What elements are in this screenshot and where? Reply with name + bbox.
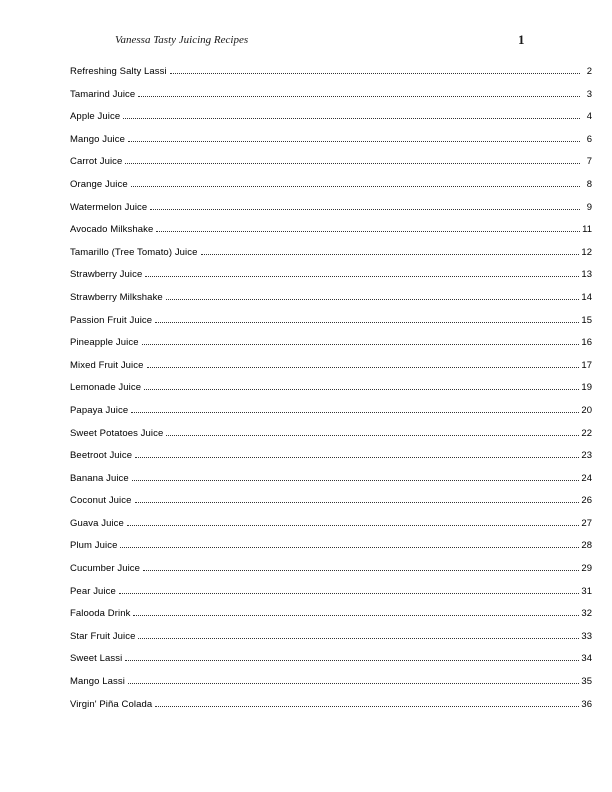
toc-dot-leader xyxy=(155,704,579,707)
toc-dot-leader xyxy=(128,681,579,684)
toc-entry[interactable] xyxy=(70,382,592,405)
toc-entry-title: Star Fruit Juice xyxy=(70,630,136,642)
toc-entry[interactable] xyxy=(70,608,592,631)
toc-entry-page: 33 xyxy=(581,630,592,642)
toc-dot-leader xyxy=(145,274,579,277)
toc-entry-title: Virgin' Piña Colada xyxy=(70,698,153,710)
toc-dot-leader xyxy=(166,297,580,300)
toc-entry[interactable] xyxy=(70,202,592,225)
toc-entry-page: 19 xyxy=(581,382,592,394)
toc-entry-title: Carrot Juice xyxy=(70,156,123,168)
toc-dot-leader xyxy=(143,568,579,571)
toc-dot-leader xyxy=(201,252,580,255)
toc-entry-page: 15 xyxy=(581,314,592,326)
toc-dot-leader xyxy=(120,545,579,548)
toc-entry-page: 2 xyxy=(586,66,592,77)
toc-entry[interactable] xyxy=(70,337,592,360)
toc-dot-leader xyxy=(125,658,579,661)
toc-entry-page: 34 xyxy=(581,653,592,665)
toc-entry-title: Passion Fruit Juice xyxy=(70,314,153,326)
toc-entry-title: Sweet Potatoes Juice xyxy=(70,427,164,439)
toc-entry-page: 17 xyxy=(581,359,592,371)
toc-entry-page: 29 xyxy=(581,563,592,575)
toc-dot-leader xyxy=(156,229,580,232)
toc-entry[interactable] xyxy=(70,156,592,179)
toc-entry[interactable] xyxy=(70,586,592,609)
toc-dot-leader xyxy=(166,433,579,436)
page-number: 1 xyxy=(518,32,525,47)
toc-entry-title: Papaya Juice xyxy=(70,404,129,416)
page-header xyxy=(70,34,592,52)
toc-entry[interactable] xyxy=(70,134,592,157)
toc-entry-title: Apple Juice xyxy=(70,111,121,123)
toc-dot-leader xyxy=(170,71,580,74)
toc-dot-leader xyxy=(144,387,579,390)
toc-entry-page: 13 xyxy=(581,269,592,281)
toc-list xyxy=(70,66,592,721)
toc-dot-leader xyxy=(133,613,579,616)
toc-entry[interactable] xyxy=(70,473,592,496)
toc-entry-page: 31 xyxy=(581,585,592,597)
toc-entry[interactable] xyxy=(70,111,592,134)
toc-dot-leader xyxy=(138,636,579,639)
toc-entry[interactable] xyxy=(70,89,592,112)
toc-entry-page: 28 xyxy=(581,540,592,552)
toc-entry-page: 11 xyxy=(582,224,592,236)
toc-entry[interactable] xyxy=(70,66,592,89)
toc-dot-leader xyxy=(128,139,580,142)
toc-entry-title: Avocado Milkshake xyxy=(70,224,154,236)
toc-entry[interactable] xyxy=(70,360,592,383)
toc-entry[interactable] xyxy=(70,563,592,586)
toc-entry-page: 4 xyxy=(586,111,592,123)
toc-entry-title: Tamarillo (Tree Tomato) Juice xyxy=(70,246,198,258)
toc-entry-title: Tamarind Juice xyxy=(70,88,136,100)
toc-dot-leader xyxy=(131,410,579,413)
toc-entry-title: Mango Juice xyxy=(70,133,125,145)
toc-entry-page: 27 xyxy=(581,517,592,529)
toc-entry-title: Lemonade Juice xyxy=(70,382,142,394)
toc-dot-leader xyxy=(119,591,580,594)
toc-dot-leader xyxy=(155,320,579,323)
toc-entry[interactable] xyxy=(70,518,592,541)
toc-entry-page: 12 xyxy=(581,246,592,258)
toc-entry-page: 26 xyxy=(581,495,592,507)
toc-dot-leader xyxy=(123,116,580,119)
toc-dot-leader xyxy=(138,94,580,97)
toc-dot-leader xyxy=(147,365,580,368)
toc-entry[interactable] xyxy=(70,269,592,292)
document-title: Vanessa Tasty Juicing Recipes xyxy=(115,34,249,46)
toc-entry-page: 9 xyxy=(586,201,592,213)
toc-entry[interactable] xyxy=(70,631,592,654)
toc-entry[interactable] xyxy=(70,653,592,676)
toc-dot-leader xyxy=(132,478,580,481)
toc-entry-title: Coconut Juice xyxy=(70,495,132,507)
toc-entry-page: 20 xyxy=(581,404,592,416)
toc-entry[interactable] xyxy=(70,699,592,722)
toc-entry[interactable] xyxy=(70,495,592,518)
toc-dot-leader xyxy=(135,500,580,503)
toc-entry[interactable] xyxy=(70,676,592,699)
toc-entry-title: Pear Juice xyxy=(70,585,116,597)
toc-dot-leader xyxy=(135,455,579,458)
toc-dot-leader xyxy=(142,342,580,345)
toc-entry-title: Banana Juice xyxy=(70,472,129,484)
toc-entry-page: 8 xyxy=(586,178,592,190)
toc-entry-page: 7 xyxy=(586,156,592,168)
toc-entry[interactable] xyxy=(70,428,592,451)
toc-entry[interactable] xyxy=(70,247,592,270)
toc-entry[interactable] xyxy=(70,292,592,315)
toc-entry-title: Falooda Drink xyxy=(70,608,131,620)
toc-dot-leader xyxy=(127,523,580,526)
toc-entry[interactable] xyxy=(70,315,592,338)
toc-entry-title: Strawberry Milkshake xyxy=(70,291,163,303)
toc-entry-page: 35 xyxy=(581,676,592,688)
toc-entry[interactable] xyxy=(70,540,592,563)
toc-entry-page: 23 xyxy=(581,450,592,462)
toc-entry-title: Plum Juice xyxy=(70,540,118,552)
toc-entry[interactable] xyxy=(70,224,592,247)
toc-entry-page: 16 xyxy=(581,337,592,349)
toc-entry-title: Watermelon Juice xyxy=(70,201,148,213)
toc-entry-page: 24 xyxy=(581,472,592,484)
toc-entry[interactable] xyxy=(70,450,592,473)
toc-entry-title: Strawberry Juice xyxy=(70,269,143,281)
toc-entry-page: 3 xyxy=(586,88,592,100)
toc-entry-page: 22 xyxy=(581,427,592,439)
toc-dot-leader xyxy=(125,161,580,164)
toc-entry-page: 36 xyxy=(581,698,592,710)
toc-entry[interactable] xyxy=(70,179,592,202)
toc-entry-page: 14 xyxy=(581,291,592,303)
toc-dot-leader xyxy=(131,184,580,187)
toc-entry-title: Cucumber Juice xyxy=(70,563,141,575)
toc-entry-title: Refreshing Salty Lassi xyxy=(70,66,167,77)
toc-entry-title: Mango Lassi xyxy=(70,676,125,688)
toc-entry-page: 32 xyxy=(581,608,592,620)
toc-dot-leader xyxy=(150,207,580,210)
toc-entry-title: Guava Juice xyxy=(70,517,124,529)
toc-entry-title: Orange Juice xyxy=(70,178,128,190)
toc-entry-title: Pineapple Juice xyxy=(70,337,139,349)
toc-entry[interactable] xyxy=(70,405,592,428)
toc-entry-title: Sweet Lassi xyxy=(70,653,123,665)
toc-entry-title: Mixed Fruit Juice xyxy=(70,359,144,371)
toc-entry-page: 6 xyxy=(586,133,592,145)
toc-entry-title: Beetroot Juice xyxy=(70,450,133,462)
